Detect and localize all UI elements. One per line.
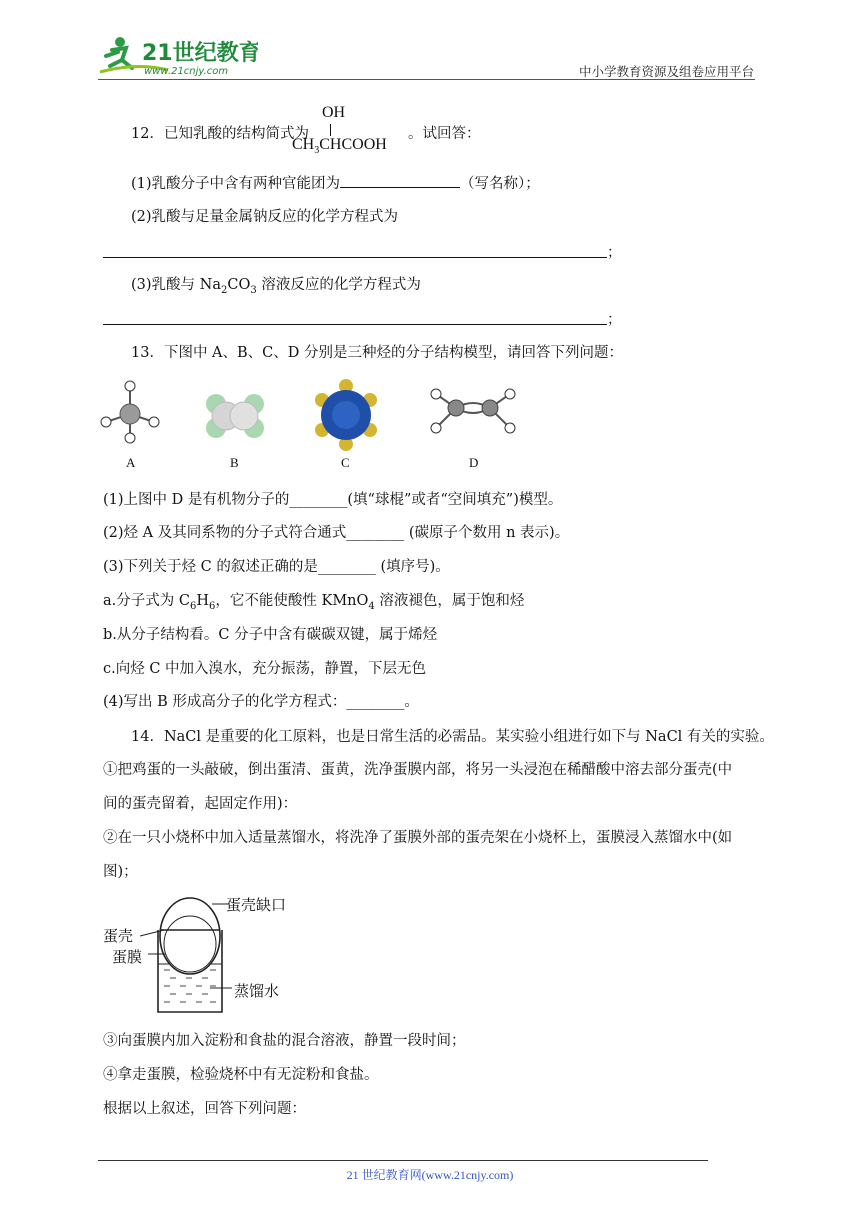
q12-p3-answer-line (103, 324, 607, 325)
runner-logo-icon (98, 34, 258, 80)
header-divider (98, 79, 755, 80)
q13-a-sub3: 4 (368, 600, 375, 612)
q13-a-mid2: ，它不能使酸性 KMnO (215, 593, 369, 609)
q13-option-c: c.向烃 C 中加入溴水，充分振荡，静置，下层无色 (103, 661, 427, 677)
q13-a-mid1: H (196, 593, 209, 609)
q12-stem-prefix: 12．已知乳酸的结构简式为 (131, 126, 309, 142)
q12-p3-semicolon: ； (607, 312, 622, 328)
q12-part1 (131, 173, 540, 194)
q13-a-suffix: 溶液褪色，属于饱和烃 (374, 593, 525, 609)
q13-part3: (3)下列关于烃 C 的叙述正确的是________ (填序号)。 (103, 559, 450, 575)
model-label-b: B (230, 455, 239, 470)
q12-p3-mid: CO (227, 277, 251, 293)
q12-p2-semicolon: ； (607, 245, 622, 261)
q12-p3-prefix: (3)乳酸与 Na (131, 277, 221, 293)
q12-p2-answer-line (103, 257, 607, 258)
footer-site-link[interactable]: 21 世纪教育网(www.21cnjy.com) (346, 1168, 514, 1182)
q12-p3-suffix: 溶液反应的化学方程式为 (256, 277, 421, 293)
q13-a-sub2: 6 (209, 600, 216, 612)
q13-stem: 13．下图中 A、B、C、D 分别是三种烃的分子结构模型，请回答下列问题： (131, 345, 624, 361)
q13-option-a (103, 591, 524, 617)
formula-oh: OH (322, 104, 346, 121)
q13-part2: (2)烃 A 及其同系物的分子式符合通式________ (碳原子个数用 n 表示)。 (103, 525, 570, 541)
q14-step4: ④拿走蛋膜，检验烧杯中有无淀粉和食盐。 (103, 1067, 379, 1083)
logo-text: 21世纪教育 (142, 41, 258, 66)
q14-step1-line2: 间的蛋壳留着，起固定作用)： (103, 796, 298, 812)
model-label-a: A (126, 455, 136, 470)
label-membrane: 蛋膜 (112, 948, 143, 966)
q12-p3-sub2: 3 (250, 284, 257, 296)
formula-main (292, 136, 387, 156)
q12-part3 (131, 275, 421, 301)
formula-bond (330, 124, 331, 136)
q13-a-prefix: a.分子式为 C (103, 593, 190, 609)
q13-a-sub1: 6 (189, 600, 197, 612)
label-eggshell: 蛋壳 (103, 927, 134, 945)
model-a-ball-stick (101, 381, 159, 443)
q12-part2: (2)乳酸与足量金属钠反应的化学方程式为 (131, 209, 399, 225)
formula-sub3: 3 (314, 145, 320, 157)
q13-part1: (1)上图中 D 是有机物分子的________(填“球棍”或者“空间填充”)模型。 (103, 492, 563, 508)
label-distilled-water: 蒸馏水 (234, 982, 280, 1000)
q14-step2-line2: 图)； (103, 864, 138, 880)
q14-step1-line1: ①把鸡蛋的一头敲破，倒出蛋清、蛋黄，洗净蛋膜内部，将另一头浸泡在稀醋酸中溶去部分蛋壳(中 (103, 762, 733, 778)
formula-rest: CHCOOH (319, 136, 387, 153)
q13-option-b: b.从分子结构看。C 分子中含有碳碳双键，属于烯烃 (103, 627, 438, 643)
q14-step2-line1: ②在一只小烧杯中加入适量蒸馏水，将洗净了蛋膜外部的蛋壳架在小烧杯上，蛋膜浸入蒸馏水中(如 (103, 830, 733, 846)
q14-step3: ③向蛋膜内加入淀粉和食盐的混合溶液，静置一段时间； (103, 1033, 466, 1049)
model-c-space-filling (315, 379, 377, 451)
q14-closing: 根据以上叙述，回答下列问题： (103, 1101, 306, 1117)
model-d-ball-stick (431, 389, 515, 433)
model-b-space-filling (206, 394, 264, 438)
header-platform-text: 中小学教育资源及组卷应用平台 (578, 64, 754, 79)
q13-part4: (4)写出 B 形成高分子的化学方程式：________。 (103, 694, 419, 710)
q12-p1-text: (1)乳酸分子中含有两种官能团为 (131, 176, 341, 192)
model-label-d: D (469, 455, 479, 470)
lactic-acid-formula (292, 104, 412, 156)
label-eggshell-gap: 蛋壳缺口 (226, 896, 287, 914)
formula-ch: CH (292, 136, 315, 153)
footer-divider (98, 1160, 708, 1161)
q14-stem: 14．NaCl 是重要的化工原料，也是日常生活的必需品。某实验小组进行如下与 NaCl 有关的实验。 (131, 729, 774, 745)
logo-url: www.21cnjy.com (144, 66, 229, 77)
site-logo (98, 34, 258, 80)
model-label-c: C (341, 455, 350, 470)
q12-p1-blank (340, 173, 460, 188)
q12-p3-sub1: 2 (220, 284, 228, 296)
q12-stem-suffix: 。试回答： (408, 126, 481, 142)
q12-p1-suffix: （写名称）； (460, 176, 540, 192)
